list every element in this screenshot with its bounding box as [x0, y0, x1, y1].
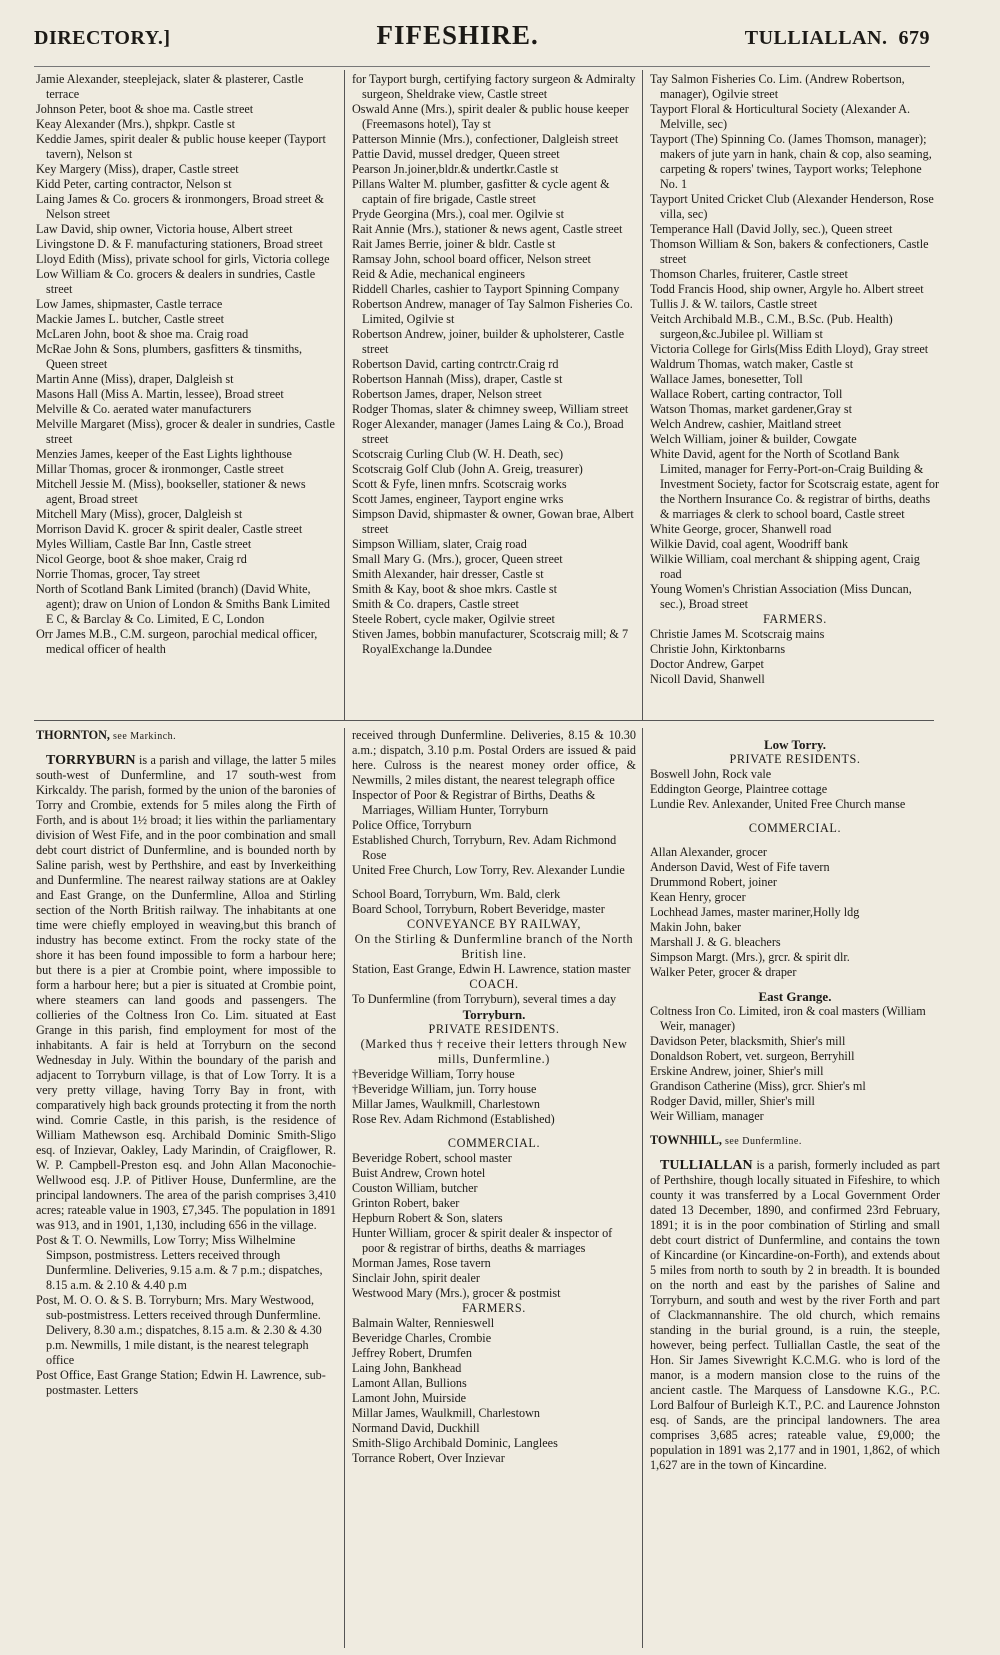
spacer [650, 1124, 940, 1133]
coach-entry: To Dunfermline (from Torryburn), several times a day [352, 992, 617, 1006]
directory-entry: Millar Thomas, grocer & ironmonger, Castle street [36, 462, 284, 476]
directory-entry: for Tayport burgh, certifying factory surgeon & Admiralty surgeon, Sheldrake view, Castle street [352, 72, 636, 101]
resident-entry: †Beveridge William, jun. Torry house [352, 1082, 537, 1096]
directory-entry: Robertson Hannah (Miss), draper, Castle st [352, 372, 563, 386]
directory-entry: Rait Annie (Mrs.), stationer & news agent, Castle street [352, 222, 623, 236]
conveyance-heading: CONVEYANCE BY RAILWAY, [406, 917, 581, 931]
officials-list [352, 788, 636, 878]
post-office-entry: Post & T. O. Newmills, Low Torry; Miss Wilhelmine Simpson, postmistress. Letters received through Dunfermline. Deliveries, 9.15 a.m. & 7 p.m.; dispatches, 8.15 a.m. & 2.10 & 4.40 p.m [36, 1233, 323, 1292]
farmers-list [352, 1316, 636, 1466]
spacer [650, 1149, 940, 1158]
directory-entry: Riddell Charles, cashier to Tayport Spinning Company [352, 282, 620, 296]
private-residents-heading: PRIVATE RESIDENTS. [729, 752, 861, 766]
low-torry-heading: Low Torry. [763, 737, 827, 752]
top-column-1 [36, 72, 336, 717]
directory-entry: Welch Andrew, cashier, Maitland street [650, 417, 842, 431]
column-divider [344, 70, 345, 720]
east-grange-entry: Erskine Andrew, joiner, Shier's mill [650, 1064, 824, 1078]
spacer [650, 728, 940, 737]
resident-entry: Eddington George, Plaintree cottage [650, 782, 828, 796]
directory-entry: Smith & Co. drapers, Castle street [352, 597, 519, 611]
directory-entry: Smith Alexander, hair dresser, Castle st [352, 567, 544, 581]
official-entry: Inspector of Poor & Registrar of Births, Deaths & Marriages, William Hunter, Torryburn [352, 788, 596, 817]
directory-entry: Martin Anne (Miss), draper, Dalgleish st [36, 372, 234, 386]
thornton-title: THORNTON, [36, 728, 110, 742]
directory-entry: Nicol George, boot & shoe maker, Craig rd [36, 552, 247, 566]
directory-entry: Welch William, joiner & builder, Cowgate [650, 432, 857, 446]
official-entry: Established Church, Torryburn, Rev. Adam Richmond Rose [352, 833, 617, 862]
directory-entry: Simpson William, slater, Craig road [352, 537, 527, 551]
directory-entry: Menzies James, keeper of the East Lights lighthouse [36, 447, 292, 461]
farmer-entry: Millar James, Waulkmill, Charlestown [352, 1406, 541, 1420]
directory-entry: Roger Alexander, manager (James Laing & Co.), Broad street [352, 417, 624, 446]
directory-entry: Norrie Thomas, grocer, Tay street [36, 567, 201, 581]
directory-entry: Victoria College for Girls(Miss Edith Lloyd), Gray street [650, 342, 929, 356]
directory-entry: Keddie James, spirit dealer & public house keeper (Tayport tavern), Nelson st [36, 132, 326, 161]
commercial-entry: Morman James, Rose tavern [352, 1256, 491, 1270]
farmers-heading: FARMERS. [763, 612, 827, 626]
directory-entry: Johnson Peter, boot & shoe ma. Castle street [36, 102, 254, 116]
directory-entry: Temperance Hall (David Jolly, sec.), Queen street [650, 222, 893, 236]
directory-entry: Livingstone D. & F. manufacturing stationers, Broad street [36, 237, 323, 251]
farmers-list [650, 627, 940, 687]
farmer-entry: Laing John, Bankhead [352, 1361, 462, 1375]
directory-entry: Low James, shipmaster, Castle terrace [36, 297, 223, 311]
directory-entry: Small Mary G. (Mrs.), grocer, Queen street [352, 552, 563, 566]
post-office-entry: Post Office, East Grange Station; Edwin H. Lawrence, sub-postmaster. Letters [36, 1368, 326, 1397]
commercial-heading: COMMERCIAL. [748, 821, 842, 835]
directory-entry: Wilkie William, coal merchant & shipping agent, Craig road [650, 552, 920, 581]
commercial-entry: Hunter William, grocer & spirit dealer & inspector of poor & registrar of births, deaths & marriages [352, 1226, 613, 1255]
farmer-entry: Christie James M. Scotscraig mains [650, 627, 825, 641]
directory-entry: Todd Francis Hood, ship owner, Argyle ho. Albert street [650, 282, 924, 296]
commercial-entry: Lochhead James, master mariner,Holly ldg [650, 905, 860, 919]
tulliallan-description [650, 1158, 940, 1473]
directory-entry: Masons Hall (Miss A. Martin, lessee), Broad street [36, 387, 284, 401]
commercial-entry: Sinclair John, spirit dealer [352, 1271, 480, 1285]
tulliallan-text: is a parish, formerly included as part of Perthshire, though locally situated in Fifeshire, to which county it was transferred by a Local Government Order dated 13 December, 1890, and confirmed 23rd February, 1891; it is in the poor combination of Stirling and small debt court district of Dunfermline, and contains the town of Kincardine (or Kincardine-on-Forth), and extends about 5 miles from north to south by 2 in breadth. It is bounded on the north and east by the parishes of Saline and Torryburn, and south and west by the river Forth and part of Clackmannanshire. The old church, which remains standing in the burial ground, is a ruin, the steeple, however, being perfect. Tulliallan Castle, the seat of the Hon. Sir James Sivewright K.C.M.G. who is lord of the manor, is a modern mansion close to the ruins of the ancient castle. The Marquess of Lansdowne K.G., P.C. Lord Balfour of Burleigh K.T., P.C. and Laurence Johnston esq. of Sands, are the principal landowners. The area comprises 3,685 acres; rateable value, £9,000; the population in 1891 was 2,177 and in 1901, 1,862, of which 1,627 are in the town of Kincardine. [650, 1158, 940, 1472]
commercial-entry: Couston William, butcher [352, 1181, 478, 1195]
torryburn-description [36, 753, 336, 1233]
directory-entry: Robertson Andrew, joiner, builder & upholsterer, Castle street [352, 327, 625, 356]
farmer-entry: Christie John, Kirktonbarns [650, 642, 786, 656]
top-column-2 [352, 72, 636, 717]
directory-entry: Mitchell Mary (Miss), grocer, Dalgleish st [36, 507, 243, 521]
directory-entry: Wilkie David, coal agent, Woodriff bank [650, 537, 849, 551]
spacer [650, 812, 940, 821]
spacer [352, 878, 636, 887]
commercial-list [352, 1151, 636, 1301]
directory-entry: Lloyd Edith (Miss), private school for girls, Victoria college [36, 252, 330, 266]
directory-entry: Tullis J. & W. tailors, Castle street [650, 297, 818, 311]
directory-entry: Melville Margaret (Miss), grocer & dealer in sundries, Castle street [36, 417, 335, 446]
directory-entry: Watson Thomas, market gardener,Gray st [650, 402, 853, 416]
directory-entry: Robertson James, draper, Nelson street [352, 387, 542, 401]
post-office-entry: Post, M. O. O. & S. B. Torryburn; Mrs. Mary Westwood, sub-postmistress. Letters received through Dunfermline. Delivery, 8.30 a.m.; dispatches, 8.15 a.m. & 2.30 & 4.30 p.m. Newmills, 1 mile distant, is the nearest telegraph office [36, 1293, 322, 1367]
east-grange-entry: Weir William, manager [650, 1109, 764, 1123]
directory-entry: Pryde Georgina (Mrs.), coal mer. Ogilvie st [352, 207, 564, 221]
farmer-entry: Lamont Allan, Bullions [352, 1376, 467, 1390]
school-entry: School Board, Torryburn, Wm. Bald, clerk [352, 887, 561, 901]
section-divider [34, 720, 934, 721]
directory-entry: White David, agent for the North of Scotland Bank Limited, manager for Ferry-Port-on-Craig Building & Investment Society, factor for Scotscraig estate, agent for the Northern Insurance Co. & registrar of births, deaths & marriages & clerk to school board, Castle street [650, 447, 940, 521]
directory-entry: Rodger Thomas, slater & chimney sweep, William street [352, 402, 629, 416]
directory-entry: Robertson David, carting contrctr.Craig rd [352, 357, 559, 371]
directory-entry: Low William & Co. grocers & dealers in sundries, Castle street [36, 267, 316, 296]
directory-entry: Tayport (The) Spinning Co. (James Thomson, manager); makers of jute yarn in hank, chain & cop, also seaming, carpeting & ropers' twines, Tayport works; Telephone No. 1 [650, 132, 932, 191]
directory-entry: Waldrum Thomas, watch maker, Castle st [650, 357, 854, 371]
bottom-column-2 [352, 728, 636, 1652]
entry-heading [650, 1133, 940, 1149]
private-residents-list [352, 1067, 636, 1127]
directory-entry: Pearson Jn.joiner,bldr.& undertkr.Castle st [352, 162, 559, 176]
torryburn-heading: Torryburn. [462, 1007, 526, 1022]
bottom-column-3 [650, 728, 940, 1652]
directory-entry: Tayport United Cricket Club (Alexander Henderson, Rose villa, sec) [650, 192, 934, 221]
directory-entry: Law David, ship owner, Victoria house, Albert street [36, 222, 293, 236]
commercial-entry: Kean Henry, grocer [650, 890, 746, 904]
directory-entry: Rait James Berrie, joiner & bldr. Castle st [352, 237, 556, 251]
column-divider [642, 728, 643, 1648]
commercial-entry: Beveridge Robert, school master [352, 1151, 512, 1165]
directory-entry: Veitch Archibald M.B., C.M., B.Sc. (Pub. Health) surgeon,&c.Jubilee pl. William st [650, 312, 893, 341]
coach-heading: COACH. [469, 977, 519, 991]
directory-entry: McRae John & Sons, plumbers, gasfitters & tinsmiths, Queen street [36, 342, 303, 371]
farmer-entry: Nicoll David, Shanwell [650, 672, 765, 686]
directory-entry: Kidd Peter, carting contractor, Nelson st [36, 177, 232, 191]
farmer-entry: Lamont John, Muirside [352, 1391, 467, 1405]
directory-entry: Keay Alexander (Mrs.), shpkpr. Castle st [36, 117, 236, 131]
directory-entry: Patterson Minnie (Mrs.), confectioner, Dalgleish street [352, 132, 619, 146]
directory-entry: Thomson Charles, fruiterer, Castle street [650, 267, 848, 281]
directory-entry: Oswald Anne (Mrs.), spirit dealer & public house keeper (Freemasons hotel), Tay st [352, 102, 629, 131]
station-entry: Station, East Grange, Edwin H. Lawrence, station master [352, 962, 631, 976]
townhill-ref: see Dunfermline. [724, 1136, 802, 1147]
thornton-ref: see Markinch. [112, 731, 177, 742]
top-column-3 [650, 72, 940, 717]
header-left: DIRECTORY.] [34, 27, 171, 49]
page-header [34, 20, 930, 67]
directory-entry: North of Scotland Bank Limited (branch) (David White, agent); draw on Union of London & Smiths Bank Limited E C, & Barclay & Co. Limited, E C, London [36, 582, 331, 626]
farmer-entry: Torrance Robert, Over Inzievar [352, 1451, 505, 1465]
east-grange-entry: Davidson Peter, blacksmith, Shier's mill [650, 1034, 846, 1048]
official-entry: Police Office, Torryburn [352, 818, 472, 832]
resident-entry: Lundie Rev. Anlexander, United Free Church manse [650, 797, 906, 811]
directory-entry: Mitchell Jessie M. (Miss), bookseller, stationer & news agent, Broad street [36, 477, 306, 506]
directory-entry: Mackie James L. butcher, Castle street [36, 312, 225, 326]
header-center: FIFESHIRE. [376, 20, 539, 50]
post-office-list [36, 1233, 336, 1398]
east-grange-heading: East Grange. [758, 989, 832, 1004]
commercial-heading: COMMERCIAL. [447, 1136, 541, 1150]
resident-entry: Millar James, Waulkmill, Charlestown [352, 1097, 541, 1111]
directory-entry: Steele Robert, cycle maker, Ogilvie street [352, 612, 555, 626]
spacer [36, 744, 336, 753]
directory-entry: Young Women's Christian Association (Miss Duncan, sec.), Broad street [650, 582, 912, 611]
farmers-heading: FARMERS. [462, 1301, 526, 1315]
official-entry: United Free Church, Low Torry, Rev. Alexander Lundie [352, 863, 625, 877]
commercial-entry: Makin John, baker [650, 920, 742, 934]
postal-intro: received through Dunfermline. Deliveries, 8.15 & 10.30 a.m.; dispatch, 3.10 p.m. Postal Orders are issued & paid here. Culross is the nearest money order office, & Newmills, 2 miles distant, the nearest telegraph office [352, 728, 636, 787]
directory-entry: Scott James, engineer, Tayport engine wrks [352, 492, 564, 506]
directory-entry: McLaren John, boot & shoe ma. Craig road [36, 327, 249, 341]
commercial-entry: Marshall J. & G. bleachers [650, 935, 781, 949]
directory-entry: Stiven James, bobbin manufacturer, Scotscraig mill; & 7 RoyalExchange la.Dundee [352, 627, 629, 656]
east-grange-list [650, 1004, 940, 1124]
torryburn-title: TORRYBURN [46, 753, 136, 768]
farmer-entry: Smith-Sligo Archibald Dominic, Langlees [352, 1436, 558, 1450]
directory-entry: Scotscraig Curling Club (W. H. Death, sec) [352, 447, 564, 461]
farmer-entry: Doctor Andrew, Garpet [650, 657, 764, 671]
directory-entry: Pattie David, mussel dredger, Queen street [352, 147, 560, 161]
directory-entry: Laing James & Co. grocers & ironmongers, Broad street & Nelson street [36, 192, 325, 221]
column-divider [344, 728, 345, 1648]
directory-entry: Thomson William & Son, bakers & confectioners, Castle street [650, 237, 929, 266]
directory-entry: Wallace James, bonesetter, Toll [650, 372, 803, 386]
directory-entry: Key Margery (Miss), draper, Castle street [36, 162, 239, 176]
directory-entry: Pillans Walter M. plumber, gasfitter & cycle agent & captain of fire brigade, Castle street [352, 177, 610, 206]
private-residents-heading: PRIVATE RESIDENTS. [428, 1022, 560, 1036]
east-grange-entry: Donaldson Robert, vet. surgeon, Berryhill [650, 1049, 855, 1063]
farmer-entry: Beveridge Charles, Crombie [352, 1331, 492, 1345]
directory-entry: Wallace Robert, carting contractor, Toll [650, 387, 843, 401]
column-divider [642, 70, 643, 720]
directory-entry: Reid & Adie, mechanical engineers [352, 267, 525, 281]
east-grange-entry: Coltness Iron Co. Limited, iron & coal masters (William Weir, manager) [650, 1004, 926, 1033]
commercial-entry: Allan Alexander, grocer [650, 845, 767, 859]
directory-entry: Melville & Co. aerated water manufacturers [36, 402, 252, 416]
private-residents-list [650, 767, 940, 812]
commercial-entry: Westwood Mary (Mrs.), grocer & postmist [352, 1286, 561, 1300]
resident-entry: Rose Rev. Adam Richmond (Established) [352, 1112, 555, 1126]
commercial-list [650, 845, 940, 980]
commercial-entry: Anderson David, West of Fife tavern [650, 860, 830, 874]
spacer [650, 836, 940, 845]
commercial-entry: Buist Andrew, Crown hotel [352, 1166, 486, 1180]
farmer-entry: Normand David, Duckhill [352, 1421, 480, 1435]
resident-entry: Boswell John, Rock vale [650, 767, 772, 781]
header-place: TULLIALLAN. [744, 27, 888, 49]
directory-entry: Ramsay John, school board officer, Nelson street [352, 252, 591, 266]
conveyance-subheading: On the Stirling & Dunfermline branch of the North British line. [354, 932, 634, 961]
commercial-entry: Drummond Robert, joiner [650, 875, 777, 889]
page-number: 679 [898, 27, 930, 49]
resident-entry: †Beveridge William, Torry house [352, 1067, 515, 1081]
directory-entry: Scott & Fyfe, linen mnfrs. Scotscraig works [352, 477, 567, 491]
torryburn-text: is a parish and village, the latter 5 miles south-west of Dunfermline, and 17 south-west from Kirkcaldy. The parish, formed by the union of the baronies of Torry and Crombie, extends for 5 miles along the Firth of Forth, and is about 1½ broad; it lies within the parliamentary division of West Fife, and in the poor combination and small debt court district of Dunfermline, and is bounded north by Saline parish, west by Perthshire, and east by Inverkeithing and Dunfermline. The nearest railway stations are at Oakley and East Grange, on the Dunfermline, Alloa and Stirling section of the North British railway. The inhabitants at one time were chiefly employed in weaving,but this branch of industry has become extinct. From the rocky state of the shore it has been found impossible to form a harbour here; but there is a pier at Crombie point, where impossible to form a harbour here; but a pier is situated at Crombie point, where steamers can land goods and passengers. The collieries of the Coltness Iron Co. Lim. situated at East Grange in this parish, find employment for most of the inhabitants. A fair is held at Torryburn on the second Wednesday in July. Within the boundary of the parish and adjacent to Torryburn village, is that of Low Torry. It is a very pretty village, having Torry Bay in front, with comparatively high back grounds protecting it from the north wind. Comrie Castle, in this parish, is the residence of William Mathewson esq. Archibald Dominic Smith-Sligo esq. of Inzievar, Oakley, Lady Marindin, of Craigflower, R. W. P. Campbell-Preston esq. and John Allan Maconochie-Wellwood esq. J.P. of Pitliver House, Dunfermline, are the principal landowners. The area of the parish comprises 3,410 acres; rateable value in 1903, £7,345. The population in 1891 was 913, and in 1901, 1,130, including 656 in the village. [36, 753, 336, 1232]
entry-heading [36, 728, 336, 744]
spacer [352, 1127, 636, 1136]
directory-entry: Scotscraig Golf Club (John A. Greig, treasurer) [352, 462, 583, 476]
commercial-entry: Grinton Robert, baker [352, 1196, 460, 1210]
directory-entry: Robertson Andrew, manager of Tay Salmon Fisheries Co. Limited, Ogilvie st [352, 297, 633, 326]
header-right [745, 27, 930, 50]
directory-entry: Tayport Floral & Horticultural Society (Alexander A. Melville, sec) [650, 102, 911, 131]
farmer-entry: Balmain Walter, Rennieswell [352, 1316, 495, 1330]
east-grange-entry: Grandison Catherine (Miss), grcr. Shier's ml [650, 1079, 866, 1093]
directory-entry: Simpson David, shipmaster & owner, Gowan brae, Albert street [352, 507, 634, 536]
directory-entry: Morrison David K. grocer & spirit dealer, Castle street [36, 522, 303, 536]
commercial-entry: Hepburn Robert & Son, slaters [352, 1211, 503, 1225]
spacer [650, 980, 940, 989]
commercial-entry: Walker Peter, grocer & draper [650, 965, 797, 979]
directory-entry: White George, grocer, Shanwell road [650, 522, 832, 536]
school-entry: Board School, Torryburn, Robert Beveridge, master [352, 902, 605, 916]
directory-entry: Smith & Kay, boot & shoe mkrs. Castle st [352, 582, 558, 596]
directory-entry: Orr James M.B., C.M. surgeon, parochial medical officer, medical officer of health [36, 627, 318, 656]
directory-entry: Tay Salmon Fisheries Co. Lim. (Andrew Robertson, manager), Ogilvie street [650, 72, 905, 101]
townhill-title: TOWNHILL, [650, 1133, 722, 1147]
bottom-column-1 [36, 728, 336, 1652]
east-grange-entry: Rodger David, miller, Shier's mill [650, 1094, 815, 1108]
directory-entry: Jamie Alexander, steeplejack, slater & plasterer, Castle terrace [36, 72, 304, 101]
tulliallan-title: TULLIALLAN [660, 1158, 753, 1173]
school-list [352, 887, 636, 917]
farmer-entry: Jeffrey Robert, Drumfen [352, 1346, 472, 1360]
private-residents-note: (Marked thus † receive their letters through New mills, Dunfermline.) [360, 1037, 628, 1066]
directory-entry: Myles William, Castle Bar Inn, Castle street [36, 537, 252, 551]
commercial-entry: Simpson Margt. (Mrs.), grcr. & spirit dlr. [650, 950, 850, 964]
